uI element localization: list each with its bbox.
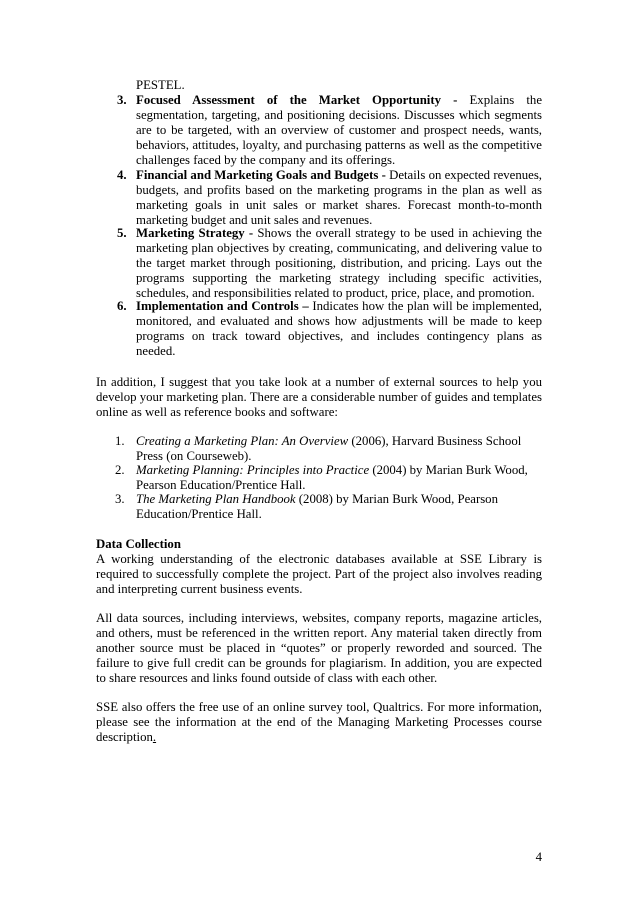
data-collection-paragraph-2 xyxy=(96,611,542,686)
reference-item xyxy=(115,492,542,522)
reference-item xyxy=(115,434,542,464)
continuation-text: PESTEL. xyxy=(136,78,185,92)
list-number: 3. xyxy=(117,93,127,107)
section-heading: Implementation and Controls – xyxy=(136,299,309,313)
reference-details: (2006), Harvard Business School Press (on Courseweb). xyxy=(136,434,522,463)
paragraph-text: A working understanding of the electronic databases available at SSE Library is required to successfully complete the project. Part of the project also involves reading and interpreting current business events. xyxy=(96,552,542,596)
data-collection-heading xyxy=(96,537,542,552)
reference-title: The Marketing Plan Handbook xyxy=(136,492,296,506)
data-collection-paragraph-1 xyxy=(96,552,542,597)
plan-section-item xyxy=(117,168,542,228)
section-text: Indicates how the plan will be implemented, monitored, and evaluated and shows how adjustments will be made to keep programs on track toward objectives, and includes contingency plans as needed. xyxy=(136,299,542,358)
list-number: 5. xyxy=(117,226,127,240)
section-title: Data Collection xyxy=(96,537,181,551)
list-number: 4. xyxy=(117,168,127,182)
continuation-line xyxy=(136,78,542,93)
page-number-text: 4 xyxy=(535,850,542,864)
reference-title: Marketing Planning: Principles into Practice xyxy=(136,463,370,477)
underlined-period: . xyxy=(152,729,157,744)
plan-section-item xyxy=(117,226,542,301)
list-number: 6. xyxy=(117,299,127,313)
intro-text: In addition, I suggest that you take look at a number of external sources to help you develop your marketing plan. There are a considerable number of guides and templates online as well as reference books and software: xyxy=(96,375,542,419)
list-number: 3. xyxy=(115,492,125,506)
section-text: Shows the overall strategy to be used in achieving the marketing plan objectives by creating, communicating, and delivering value to the target market through positioning, distribution, and pricing. Lays out the programs supporting the marketing strategy including specific activities, schedules, and responsibilities related to product, price, place, and promotion. xyxy=(136,226,542,300)
section-heading: Marketing Strategy - xyxy=(136,226,254,240)
plan-section-item xyxy=(117,299,542,359)
intro-paragraph xyxy=(96,375,542,420)
section-heading: Focused Assessment of the Market Opportunity - xyxy=(136,93,458,107)
reference-details: (2004) by Marian Burk Wood, Pearson Education/Prentice Hall. xyxy=(136,463,528,492)
section-text: Details on expected revenues, budgets, and profits based on the marketing programs in the plan as well as marketing goals in unit sales or market shares. Forecast month-to-month marketing budget and unit sales and revenues. xyxy=(136,168,542,227)
section-text: Explains the segmentation, targeting, and positioning decisions. Discusses which segments are to be targeted, with an overview of customer and prospect needs, wants, behaviors, attitudes, loyalty, and purchasing patterns as well as the competitive challenges faced by the company and its offerings. xyxy=(136,93,542,167)
plan-section-item xyxy=(117,93,542,168)
page-number xyxy=(522,850,542,865)
list-number: 2. xyxy=(115,463,125,477)
section-heading: Financial and Marketing Goals and Budgets - xyxy=(136,168,386,182)
list-number: 1. xyxy=(115,434,125,448)
paragraph-text: All data sources, including interviews, websites, company reports, magazine articles, and others, must be referenced in the written report. Any material taken directly from another source must be placed in “quotes” or properly reworded and sourced. The failure to give full credit can be grounds for plagiarism. In addition, you are expected to share resources and links found outside of class with each other. xyxy=(96,611,542,685)
reference-details: (2008) by Marian Burk Wood, Pearson Education/Prentice Hall. xyxy=(136,492,498,521)
reference-title: Creating a Marketing Plan: An Overview xyxy=(136,434,349,448)
data-collection-paragraph-3 xyxy=(96,700,542,745)
paragraph-text: SSE also offers the free use of an online survey tool, Qualtrics. For more information, please see the information at the end of the Managing Marketing Processes course description xyxy=(96,700,542,744)
reference-item xyxy=(115,463,542,493)
